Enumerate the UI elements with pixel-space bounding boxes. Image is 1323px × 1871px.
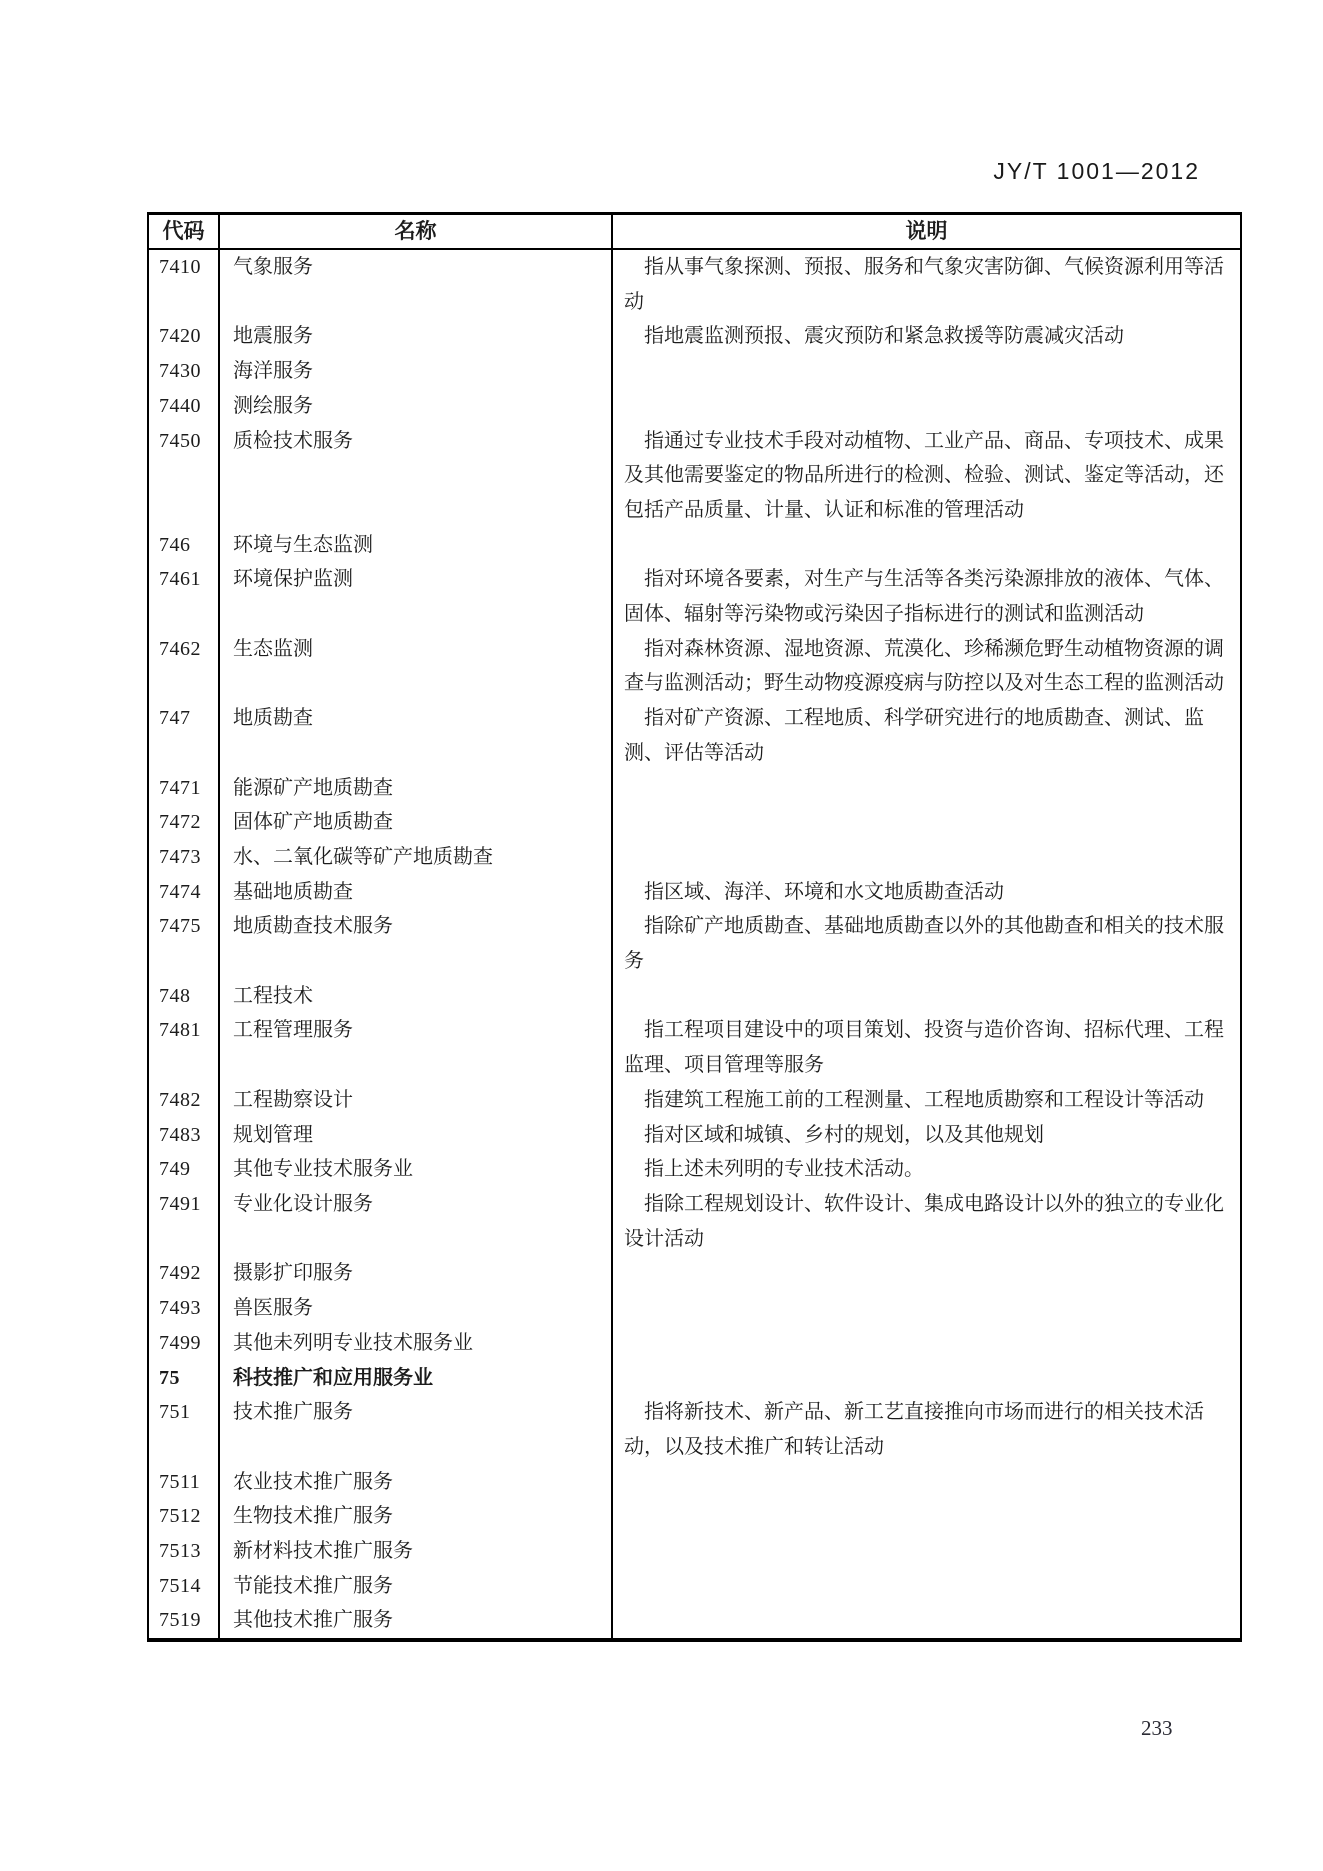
row-code: 7511 bbox=[159, 1470, 201, 1493]
row-code: 7430 bbox=[159, 360, 201, 383]
table-row bbox=[148, 1083, 1241, 1118]
row-name: 工程技术 bbox=[219, 979, 612, 1014]
row-code: 7491 bbox=[159, 1192, 201, 1215]
table-row bbox=[148, 771, 1241, 806]
table-row bbox=[148, 909, 1241, 978]
row-code: 7472 bbox=[159, 811, 201, 834]
row-desc: 指区域、海洋、环境和水文地质勘查活动 bbox=[612, 875, 1241, 910]
classification-table bbox=[147, 212, 1242, 1642]
table-row bbox=[148, 840, 1241, 875]
row-name: 节能技术推广服务 bbox=[219, 1569, 612, 1604]
row-code: 7471 bbox=[159, 776, 201, 799]
row-code: 749 bbox=[159, 1158, 191, 1181]
table-header-row bbox=[148, 214, 1241, 250]
row-code: 7450 bbox=[159, 429, 201, 452]
row-name: 其他技术推广服务 bbox=[219, 1603, 612, 1640]
row-desc: 指建筑工程施工前的工程测量、工程地质勘察和工程设计等活动 bbox=[612, 1083, 1241, 1118]
row-code: 7461 bbox=[159, 568, 201, 591]
row-name: 兽医服务 bbox=[219, 1291, 612, 1326]
table-row bbox=[148, 424, 1241, 528]
row-code: 751 bbox=[159, 1401, 191, 1424]
table-row bbox=[148, 1152, 1241, 1187]
row-code: 7519 bbox=[159, 1609, 201, 1632]
row-code: 7462 bbox=[159, 637, 201, 660]
row-desc bbox=[612, 1465, 1241, 1500]
row-desc: 指将新技术、新产品、新工艺直接推向市场而进行的相关技术活动，以及技术推广和转让活动 bbox=[612, 1395, 1241, 1464]
row-code: 7410 bbox=[159, 256, 201, 278]
table-row bbox=[148, 1291, 1241, 1326]
row-name: 生物技术推广服务 bbox=[219, 1499, 612, 1534]
row-desc bbox=[612, 389, 1241, 424]
row-desc bbox=[612, 528, 1241, 563]
row-desc bbox=[612, 1499, 1241, 1534]
table-row bbox=[148, 562, 1241, 631]
row-desc bbox=[612, 1534, 1241, 1569]
row-name: 农业技术推广服务 bbox=[219, 1465, 612, 1500]
row-name: 工程管理服务 bbox=[219, 1013, 612, 1082]
table-row bbox=[148, 1013, 1241, 1082]
table-body bbox=[148, 249, 1241, 1640]
row-code: 75 bbox=[159, 1366, 180, 1389]
row-desc bbox=[612, 1326, 1241, 1361]
row-desc: 指对区域和城镇、乡村的规划，以及其他规划 bbox=[612, 1118, 1241, 1153]
table-row bbox=[148, 1326, 1241, 1361]
row-desc: 指上述未列明的专业技术活动。 bbox=[612, 1152, 1241, 1187]
row-desc: 指对环境各要素，对生产与生活等各类污染源排放的液体、气体、固体、辐射等污染物或污染因子指标进行的测试和监测活动 bbox=[612, 562, 1241, 631]
table-row bbox=[148, 1256, 1241, 1291]
row-desc: 指对森林资源、湿地资源、荒漠化、珍稀濒危野生动植物资源的调查与监测活动；野生动物疫源疫病与防控以及对生态工程的监测活动 bbox=[612, 632, 1241, 701]
row-code: 7499 bbox=[159, 1331, 201, 1354]
header-name: 名称 bbox=[219, 214, 612, 250]
row-code: 7473 bbox=[159, 845, 201, 868]
table-row bbox=[148, 1395, 1241, 1464]
row-desc bbox=[612, 1291, 1241, 1326]
row-name: 水、二氧化碳等矿产地质勘查 bbox=[219, 840, 612, 875]
table-row bbox=[148, 528, 1241, 563]
row-desc bbox=[612, 1256, 1241, 1291]
row-code: 747 bbox=[159, 707, 191, 730]
row-desc: 指对矿产资源、工程地质、科学研究进行的地质勘查、测试、监测、评估等活动 bbox=[612, 701, 1241, 770]
row-desc: 指地震监测预报、震灾预防和紧急救援等防震减灾活动 bbox=[612, 319, 1241, 354]
row-name: 地质勘查技术服务 bbox=[219, 909, 612, 978]
table-row bbox=[148, 1499, 1241, 1534]
row-code: 7493 bbox=[159, 1297, 201, 1320]
header-desc: 说明 bbox=[612, 214, 1241, 250]
row-name: 气象服务 bbox=[219, 249, 612, 319]
row-name: 科技推广和应用服务业 bbox=[219, 1361, 612, 1396]
doc-number: JY/T 1001—2012 bbox=[993, 158, 1200, 184]
table-row bbox=[148, 979, 1241, 1014]
row-name: 能源矿产地质勘查 bbox=[219, 771, 612, 806]
row-desc bbox=[612, 354, 1241, 389]
header-code: 代码 bbox=[148, 214, 219, 250]
row-name: 地震服务 bbox=[219, 319, 612, 354]
row-name: 其他未列明专业技术服务业 bbox=[219, 1326, 612, 1361]
row-code: 7474 bbox=[159, 880, 201, 903]
row-code: 7492 bbox=[159, 1262, 201, 1285]
table-row bbox=[148, 389, 1241, 424]
table-row bbox=[148, 632, 1241, 701]
row-name: 质检技术服务 bbox=[219, 424, 612, 528]
row-code: 746 bbox=[159, 533, 191, 556]
table-row bbox=[148, 1465, 1241, 1500]
row-code: 7482 bbox=[159, 1088, 201, 1111]
row-desc bbox=[612, 840, 1241, 875]
table-row bbox=[148, 701, 1241, 770]
row-desc: 指除工程规划设计、软件设计、集成电路设计以外的独立的专业化设计活动 bbox=[612, 1187, 1241, 1256]
row-desc: 指通过专业技术手段对动植物、工业产品、商品、专项技术、成果及其他需要鉴定的物品所进行的检测、检验、测试、鉴定等活动，还包括产品质量、计量、认证和标准的管理活动 bbox=[612, 424, 1241, 528]
row-name: 测绘服务 bbox=[219, 389, 612, 424]
row-code: 7475 bbox=[159, 915, 201, 938]
row-name: 生态监测 bbox=[219, 632, 612, 701]
row-name: 固体矿产地质勘查 bbox=[219, 805, 612, 840]
row-name: 地质勘查 bbox=[219, 701, 612, 770]
row-name: 新材料技术推广服务 bbox=[219, 1534, 612, 1569]
table-row bbox=[148, 1534, 1241, 1569]
row-desc bbox=[612, 1569, 1241, 1604]
table-row bbox=[148, 249, 1241, 319]
row-name: 专业化设计服务 bbox=[219, 1187, 612, 1256]
row-desc bbox=[612, 1603, 1241, 1640]
row-name: 海洋服务 bbox=[219, 354, 612, 389]
table-row bbox=[148, 1569, 1241, 1604]
table-row bbox=[148, 875, 1241, 910]
row-code: 7483 bbox=[159, 1123, 201, 1146]
table-row bbox=[148, 1603, 1241, 1640]
table-row bbox=[148, 354, 1241, 389]
table-row bbox=[148, 1118, 1241, 1153]
row-code: 7513 bbox=[159, 1540, 201, 1563]
row-code: 7420 bbox=[159, 325, 201, 348]
row-name: 规划管理 bbox=[219, 1118, 612, 1153]
row-code: 7481 bbox=[159, 1019, 201, 1042]
row-code: 748 bbox=[159, 984, 191, 1007]
row-name: 基础地质勘查 bbox=[219, 875, 612, 910]
row-code: 7514 bbox=[159, 1574, 201, 1597]
page-number: 233 bbox=[1141, 1716, 1173, 1740]
table-row bbox=[148, 805, 1241, 840]
table-row bbox=[148, 1361, 1241, 1396]
row-desc: 指除矿产地质勘查、基础地质勘查以外的其他勘查和相关的技术服务 bbox=[612, 909, 1241, 978]
row-desc bbox=[612, 979, 1241, 1014]
row-desc bbox=[612, 771, 1241, 806]
row-name: 其他专业技术服务业 bbox=[219, 1152, 612, 1187]
row-code: 7512 bbox=[159, 1505, 201, 1528]
row-desc bbox=[612, 805, 1241, 840]
row-desc bbox=[612, 1361, 1241, 1396]
row-desc: 指从事气象探测、预报、服务和气象灾害防御、气候资源利用等活动 bbox=[612, 249, 1241, 319]
row-name: 摄影扩印服务 bbox=[219, 1256, 612, 1291]
row-name: 工程勘察设计 bbox=[219, 1083, 612, 1118]
row-name: 环境与生态监测 bbox=[219, 528, 612, 563]
row-code: 7440 bbox=[159, 394, 201, 417]
row-desc: 指工程项目建设中的项目策划、投资与造价咨询、招标代理、工程监理、项目管理等服务 bbox=[612, 1013, 1241, 1082]
table-row bbox=[148, 319, 1241, 354]
table-row bbox=[148, 1187, 1241, 1256]
row-name: 环境保护监测 bbox=[219, 562, 612, 631]
row-name: 技术推广服务 bbox=[219, 1395, 612, 1464]
